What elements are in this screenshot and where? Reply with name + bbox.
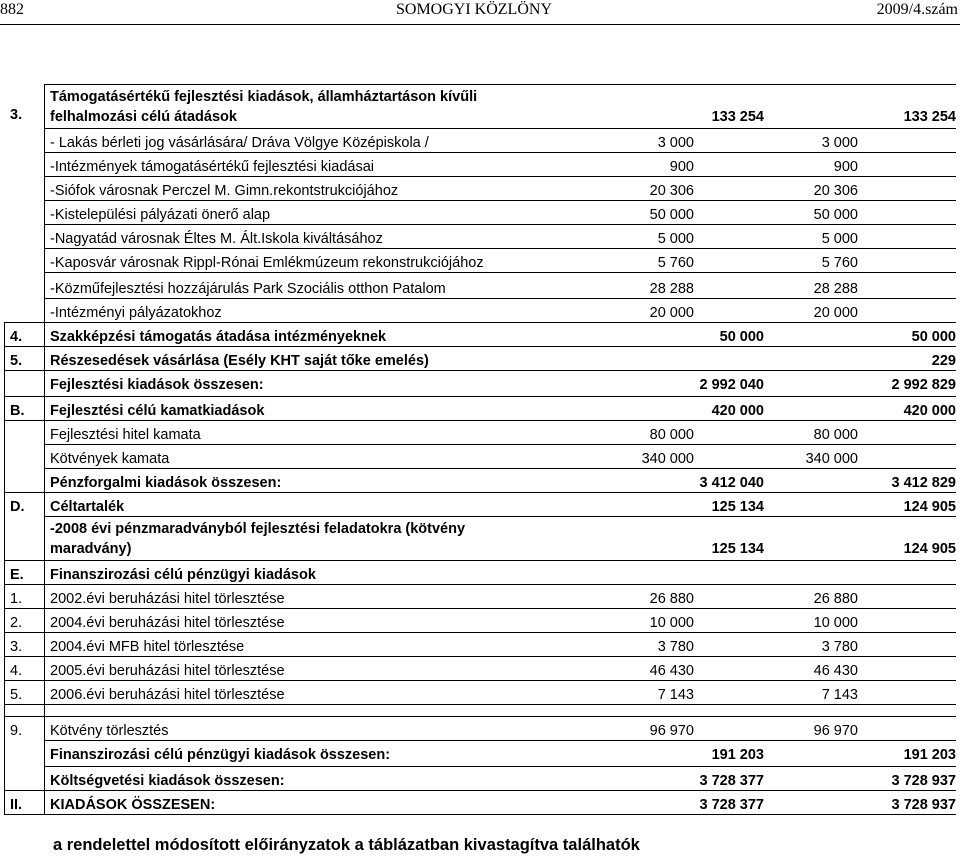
table-rule-horizontal — [4, 704, 956, 705]
value-v1: 46 430 — [649, 663, 694, 679]
value-v2: 125 134 — [711, 499, 764, 515]
row-label: 2006.évi beruházási hitel törlesztése — [50, 687, 285, 703]
value-v3: 20 000 — [813, 305, 858, 321]
value-v1: 900 — [669, 159, 694, 175]
value-v3: 20 306 — [813, 183, 858, 199]
row-label: -Intézmények támogatásértékű fejlesztési kiadásai — [50, 159, 374, 175]
table-rule-horizontal — [44, 516, 956, 517]
footer-note: a rendelettel módosított előirányzatok a táblázatban kivastagítva találhatók — [53, 836, 640, 854]
value-v2: 125 134 — [711, 541, 764, 557]
value-v4: 191 203 — [903, 747, 956, 763]
value-v3: 5 760 — [821, 255, 858, 271]
row-number: 3. — [10, 639, 23, 655]
value-v1: 3 780 — [657, 639, 694, 655]
value-v2: 3 728 377 — [699, 797, 764, 813]
value-v2: 133 254 — [711, 109, 764, 125]
value-v1: 20 000 — [649, 305, 694, 321]
value-v2: 420 000 — [711, 403, 764, 419]
value-v1: 50 000 — [649, 207, 694, 223]
row-number: 2. — [10, 615, 23, 631]
table-rule-horizontal — [44, 468, 956, 469]
row-number: E. — [10, 567, 24, 583]
table-rule-horizontal — [44, 84, 956, 85]
row-label: - Lakás bérleti jog vásárlására/ Dráva Völgye Középiskola / — [50, 135, 429, 151]
table-rule-horizontal — [4, 560, 956, 561]
row-label: Szakképzési támogatás átadása intézményeknek — [50, 329, 387, 345]
value-v3: 96 970 — [813, 723, 858, 739]
publication-title: SOMOGYI KÖZLÖNY — [396, 1, 552, 18]
table-rule-horizontal — [44, 766, 956, 767]
row-label: Kötvények kamata — [50, 451, 170, 467]
table-rule-horizontal — [44, 176, 956, 177]
value-v4: 3 728 937 — [891, 773, 956, 789]
row-number: 1. — [10, 591, 23, 607]
table-rule-horizontal — [4, 396, 956, 397]
value-v4: 420 000 — [903, 403, 956, 419]
value-v1: 28 288 — [649, 281, 694, 297]
table-rule-horizontal — [44, 444, 956, 445]
row-label: Támogatásértékű fejlesztési kiadások, államháztartáson kívűli — [50, 89, 478, 105]
value-v3: 5 000 — [821, 231, 858, 247]
row-label: -Közműfejlesztési hozzájárulás Park Szociális otthon Patalom — [50, 281, 446, 297]
page-header — [0, 0, 960, 25]
value-v2: 3 412 040 — [699, 475, 764, 491]
table-rule-horizontal — [4, 322, 956, 323]
value-v3: 900 — [833, 159, 858, 175]
row-number: 5. — [10, 353, 23, 369]
table-rule-horizontal — [44, 740, 956, 741]
row-label: -2008 évi pénzmaradványból fejlesztési feladatokra (kötvény — [50, 521, 466, 537]
row-number: D. — [10, 499, 25, 515]
row-label: -Intézményi pályázatokhoz — [50, 305, 222, 321]
row-number: 3. — [10, 107, 23, 123]
row-label: Részesedések vásárlása (Esély KHT saját tőke emelés) — [50, 353, 429, 369]
table-rule-horizontal — [44, 298, 956, 299]
table-rule-horizontal — [4, 608, 956, 609]
value-v4: 124 905 — [903, 541, 956, 557]
row-label: Céltartalék — [50, 499, 125, 515]
row-label: Fejlesztési kiadások összesen: — [50, 377, 264, 393]
table-rule-horizontal — [4, 584, 956, 585]
table-rule-horizontal — [44, 272, 956, 273]
value-v3: 80 000 — [813, 427, 858, 443]
row-number: 4. — [10, 329, 23, 345]
table-rule-horizontal — [4, 420, 956, 421]
row-label: Költségvetési kiadások összesen: — [50, 773, 285, 789]
row-number: B. — [10, 403, 25, 419]
table-rule-horizontal — [4, 680, 956, 681]
table-rule-horizontal — [44, 200, 956, 201]
row-label: Kötvény törlesztés — [50, 723, 169, 739]
value-v3: 340 000 — [805, 451, 858, 467]
row-label: KIADÁSOK ÖSSZESEN: — [50, 797, 216, 813]
row-label: -Kistelepülési pályázati önerő alap — [50, 207, 271, 223]
value-v2: 2 992 040 — [699, 377, 764, 393]
value-v1: 80 000 — [649, 427, 694, 443]
row-label: -Nagyatád városnak Éltes M. Ált.Iskola kiváltásához — [50, 231, 383, 247]
value-v1: 5 000 — [657, 231, 694, 247]
row-label-continued: felhalmozási célú átadások — [50, 109, 237, 125]
value-v3: 28 288 — [813, 281, 858, 297]
value-v1: 96 970 — [649, 723, 694, 739]
row-number: II. — [10, 797, 23, 813]
table-rule-horizontal — [4, 790, 956, 791]
table-rule-horizontal — [44, 152, 956, 153]
table-rule-vertical — [4, 322, 5, 814]
table-rule-horizontal — [4, 370, 956, 371]
row-number: 5. — [10, 687, 23, 703]
row-label: -Siófok városnak Perczel M. Gimn.rekontstrukciójához — [50, 183, 399, 199]
value-v1: 5 760 — [657, 255, 694, 271]
value-v1: 3 000 — [657, 135, 694, 151]
row-label: Finanszirozási célú pénzügyi kiadások — [50, 567, 316, 583]
value-v4: 229 — [931, 353, 956, 369]
row-label: Finanszirozási célú pénzügyi kiadások összesen: — [50, 747, 391, 763]
value-v3: 7 143 — [821, 687, 858, 703]
table-rule-horizontal — [44, 224, 956, 225]
value-v3: 3 780 — [821, 639, 858, 655]
row-label: -Kaposvár városnak Rippl-Rónai Emlékmúzeum rekonstrukciójához — [50, 255, 484, 271]
issue-number: 2009/4.szám — [876, 1, 958, 18]
row-label-continued: maradvány) — [50, 541, 132, 557]
row-label: 2005.évi beruházási hitel törlesztése — [50, 663, 285, 679]
value-v3: 10 000 — [813, 615, 858, 631]
row-label: Fejlesztési hitel kamata — [50, 427, 201, 443]
table-rule-horizontal — [4, 656, 956, 657]
table-rule-horizontal — [44, 128, 956, 129]
row-label: Pénzforgalmi kiadások összesen: — [50, 475, 282, 491]
table-rule-horizontal — [4, 492, 956, 493]
value-v4: 2 992 829 — [891, 377, 956, 393]
value-v1: 7 143 — [657, 687, 694, 703]
page-number: 882 — [0, 1, 24, 18]
table-rule-horizontal — [4, 814, 956, 815]
table-rule-horizontal — [4, 632, 956, 633]
value-v1: 26 880 — [649, 591, 694, 607]
row-label: 2004.évi beruházási hitel törlesztése — [50, 615, 285, 631]
row-number: 9. — [10, 723, 23, 739]
value-v3: 50 000 — [813, 207, 858, 223]
value-v3: 26 880 — [813, 591, 858, 607]
value-v1: 10 000 — [649, 615, 694, 631]
table-rule-horizontal — [44, 248, 956, 249]
row-label: 2002.évi beruházási hitel törlesztése — [50, 591, 285, 607]
value-v4: 50 000 — [911, 329, 956, 345]
value-v4: 133 254 — [903, 109, 956, 125]
value-v1: 20 306 — [649, 183, 694, 199]
value-v4: 124 905 — [903, 499, 956, 515]
value-v3: 3 000 — [821, 135, 858, 151]
row-label: Fejlesztési célú kamatkiadások — [50, 403, 265, 419]
value-v4: 3 728 937 — [891, 797, 956, 813]
row-number: 4. — [10, 663, 23, 679]
value-v1: 340 000 — [641, 451, 694, 467]
value-v2: 191 203 — [711, 747, 764, 763]
table-rule-vertical — [44, 84, 45, 814]
value-v2: 50 000 — [719, 329, 764, 345]
value-v4: 3 412 829 — [891, 475, 956, 491]
row-label: 2004.évi MFB hitel törlesztése — [50, 639, 245, 655]
value-v2: 3 728 377 — [699, 773, 764, 789]
table-rule-horizontal — [4, 346, 956, 347]
value-v3: 46 430 — [813, 663, 858, 679]
table-rule-horizontal — [4, 716, 956, 717]
